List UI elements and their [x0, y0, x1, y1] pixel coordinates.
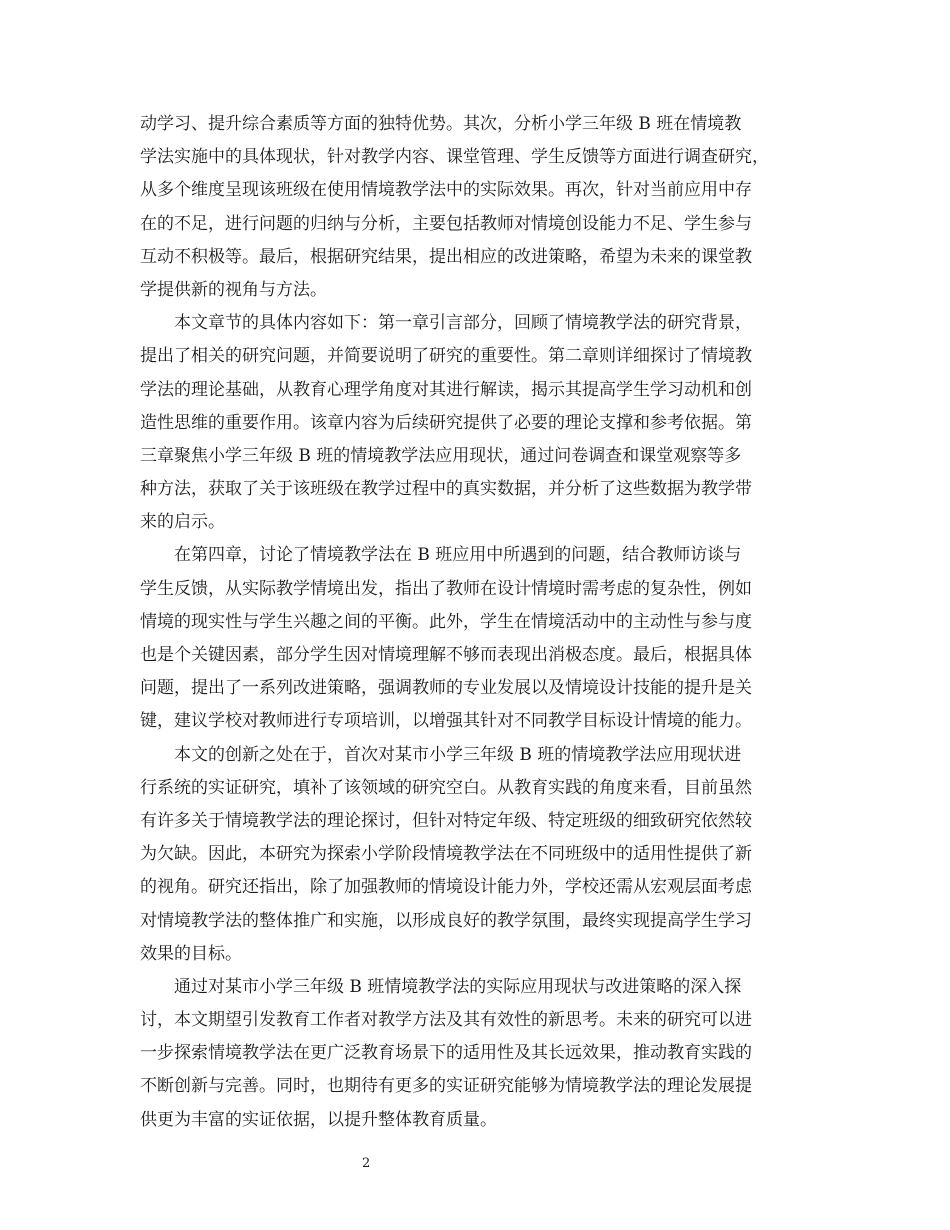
text-line: 在的不足，进行问题的归纳与分析，主要包括教师对情境创设能力不足、学生参与 — [140, 213, 752, 234]
text-line: 情境的现实性与学生兴趣之间的平衡。此外，学生在情境活动中的主动性与参与度 — [140, 611, 752, 632]
text-line: 不断创新与完善。同时，也期待有更多的实证研究能够为情境教学法的理论发展提 — [140, 1076, 752, 1097]
body-text — [140, 108, 820, 1137]
text-line: 动学习、提升综合素质等方面的独特优势。其次，分析小学三年级 B 班在情境教 — [140, 114, 742, 134]
text-line: 键，建议学校对教师进行专项培训，以增强其针对不同教学目标设计情境的能力。 — [140, 711, 752, 732]
text-line: 学法的理论基础，从教育心理学角度对其进行解读，揭示其提高学生学习动机和创 — [140, 379, 752, 400]
text-line: 从多个维度呈现该班级在使用情境教学法中的实际效果。再次，针对当前应用中存 — [140, 180, 752, 201]
text-line: 在第四章，讨论了情境教学法在 B 班应用中所遇到的问题，结合教师访谈与 — [174, 545, 742, 566]
paragraph — [140, 539, 820, 738]
text-line: 互动不积极等。最后，根据研究结果，提出相应的改进策略，希望为未来的课堂教 — [140, 246, 752, 267]
text-line: 为欠缺。因此，本研究为探索小学阶段情境教学法在不同班级中的适用性提供了新 — [140, 844, 752, 865]
text-line: 学法实施中的具体现状，针对教学内容、课堂管理、学生反馈等方面进行调查研究， — [140, 147, 769, 168]
text-line: 的视角。研究还指出，除了加强教师的情境设计能力外，学校还需从宏观层面考虑 — [140, 877, 752, 898]
text-line: 也是个关键因素，部分学生因对情境理解不够而表现出消极态度。最后，根据具体 — [140, 645, 752, 665]
text-line: 本文章节的具体内容如下：第一章引言部分，回顾了情境教学法的研究背景， — [174, 313, 752, 334]
text-line: 学生反馈，从实际教学情境出发，指出了教师在设计情境时需考虑的复杂性，例如 — [140, 578, 752, 599]
text-line: 讨，本文期望引发教育工作者对教学方法及其有效性的新思考。未来的研究可以进 — [140, 1010, 752, 1031]
page-number: 2 — [362, 1156, 371, 1171]
paragraph — [140, 971, 820, 1137]
text-line: 本文的创新之处在于，首次对某市小学三年级 B 班的情境教学法应用现状进 — [174, 744, 742, 765]
text-line: 来的启示。 — [140, 512, 225, 533]
paragraph — [140, 307, 820, 539]
text-line: 三章聚焦小学三年级 B 班的情境教学法应用现状，通过问卷调查和课堂观察等多 — [140, 445, 742, 466]
text-line: 行系统的实证研究，填补了该领域的研究空白。从教育实践的角度来看，目前虽然 — [140, 777, 752, 798]
text-line: 造性思维的重要作用。该章内容为后续研究提供了必要的理论支撑和参考依据。第 — [140, 412, 752, 433]
text-line: 种方法，获取了关于该班级在教学过程中的真实数据，并分析了这些数据为教学带 — [140, 479, 752, 500]
text-line: 提出了相关的研究问题，并简要说明了研究的重要性。第二章则详细探讨了情境教 — [140, 346, 752, 367]
text-line: 问题，提出了一系列改进策略，强调教师的专业发展以及情境设计技能的提升是关 — [140, 678, 752, 699]
text-line: 效果的目标。 — [140, 943, 242, 964]
paragraph — [140, 739, 820, 971]
text-line: 有许多关于情境教学法的理论探讨，但针对特定年级、特定班级的细致研究依然较 — [140, 810, 752, 831]
text-line: 学提供新的视角与方法。 — [140, 279, 327, 300]
text-line: 供更为丰富的实证依据，以提升整体教育质量。 — [140, 1109, 497, 1130]
paragraph — [140, 108, 820, 307]
text-line: 通过对某市小学三年级 B 班情境教学法的实际应用现状与改进策略的深入探 — [174, 976, 742, 997]
text-line: 对情境教学法的整体推广和实施，以形成良好的教学氛围，最终实现提高学生学习 — [140, 910, 752, 931]
text-line: 一步探索情境教学法在更广泛教育场景下的适用性及其长远效果，推动教育实践的 — [140, 1043, 752, 1064]
